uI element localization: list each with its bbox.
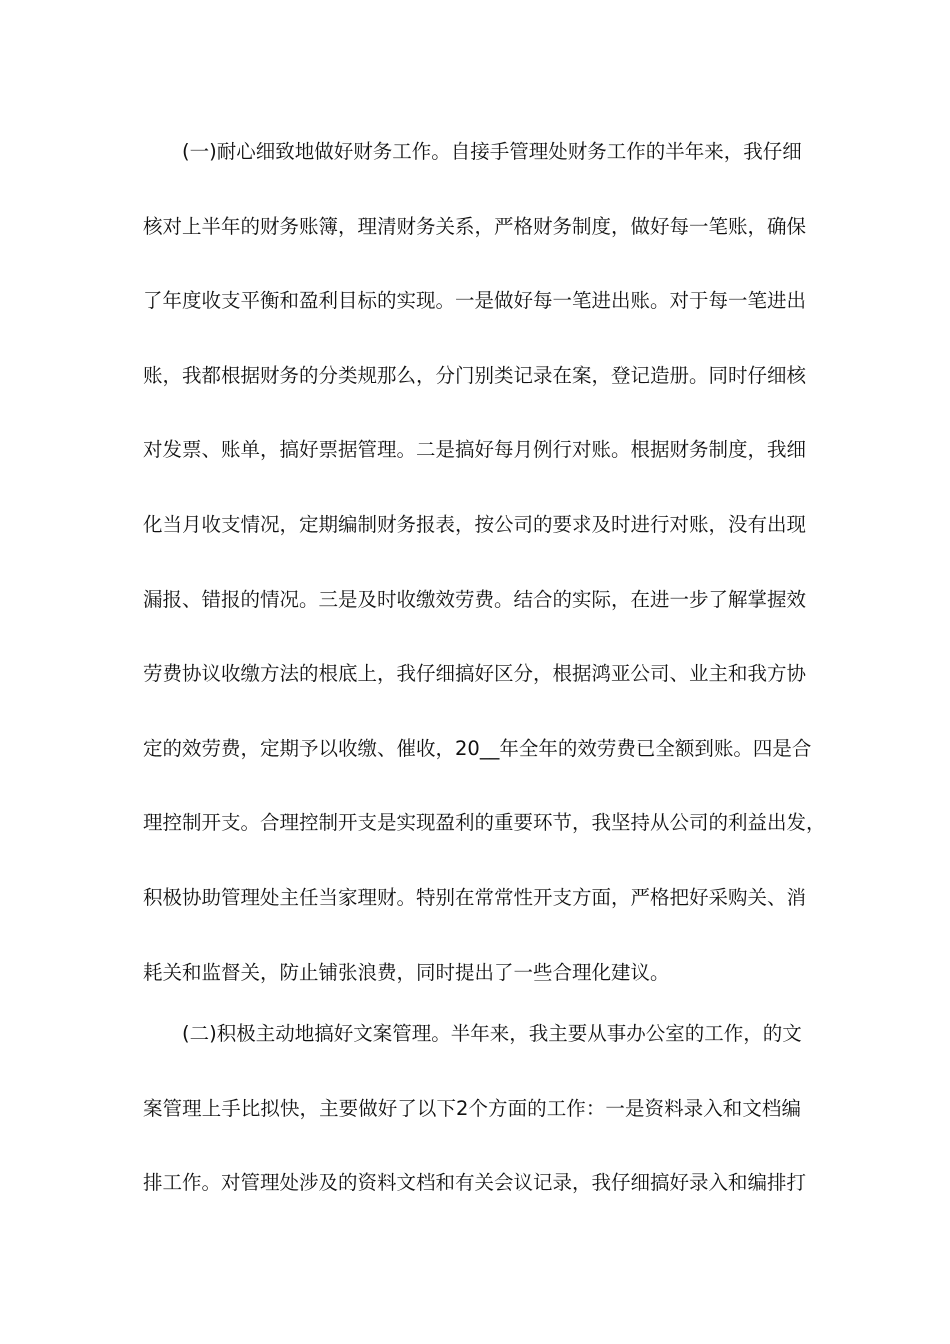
text-line: 漏报、错报的情况。三是及时收缴效劳费。结合的实际，在进一步了解掌握效 — [143, 587, 807, 611]
paragraph-financial-work — [143, 140, 826, 1035]
text-line: 了年度收支平衡和盈利目标的实现。一是做好每一笔进出账。对于每一笔进出 — [143, 289, 807, 313]
text-line: 账，我都根据财务的分类规那么，分门别类记录在案，登记造册。同时仔细核 — [143, 363, 807, 387]
text-line: 劳费协议收缴方法的根底上，我仔细搞好区分，根据鸿亚公司、业主和我方协 — [143, 662, 807, 686]
text-line: 排工作。对管理处涉及的资料文档和有关会议记录，我仔细搞好录入和编排打 — [143, 1171, 807, 1195]
text-line: (二)积极主动地搞好文案管理。半年来，我主要从事办公室的工作，的文 — [182, 1022, 802, 1045]
text-line: 化当月收支情况，定期编制财务报表，按公司的要求及时进行对账，没有出现 — [143, 512, 807, 536]
text-line: 案管理上手比拟快，主要做好了以下2个方面的工作：一是资料录入和文档编 — [143, 1096, 801, 1120]
text-line: 理控制开支。合理控制开支是实现盈利的重要环节，我坚持从公司的利益出发， — [143, 811, 826, 835]
text-line: 对发票、账单，搞好票据管理。二是搞好每月例行对账。根据财务制度，我细 — [143, 438, 807, 462]
text-line: 积极协助管理处主任当家理财。特别在常常性开支方面，严格把好采购关、消 — [143, 885, 807, 909]
text-line: 耗关和监督关，防止铺张浪费，同时提出了一些合理化建议。 — [143, 960, 670, 984]
text-line: 定的效劳费，定期予以收缴、催收，20__年全年的效劳费已全额到账。四是合 — [143, 736, 812, 760]
text-line: (一)耐心细致地做好财务工作。自接手管理处财务工作的半年来，我仔细 — [182, 140, 802, 163]
paragraph-document-management — [143, 1022, 807, 1246]
text-line: 核对上半年的财务账簿，理清财务关系，严格财务制度，做好每一笔账，确保 — [143, 214, 807, 238]
